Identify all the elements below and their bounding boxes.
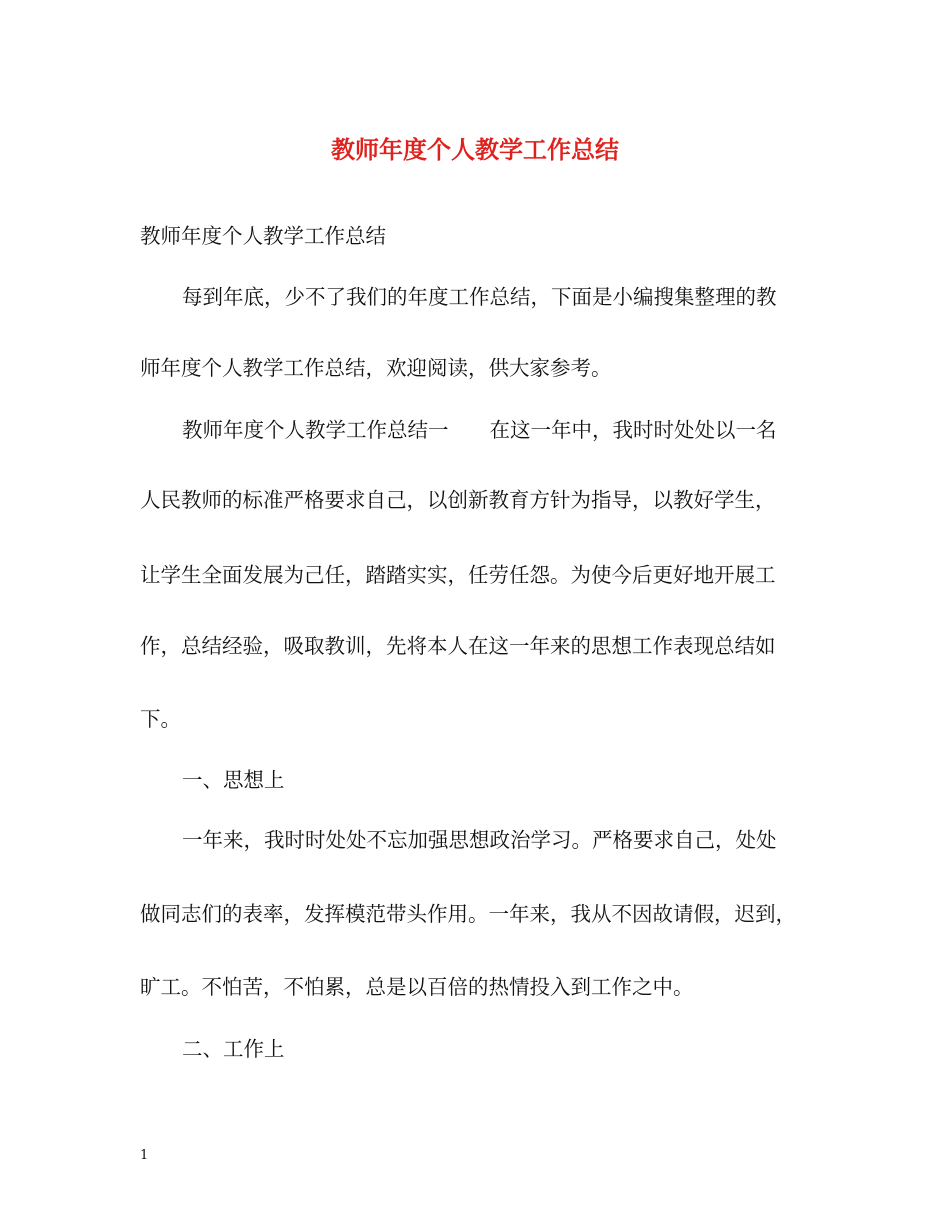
text-line: 旷工。不怕苦，不怕累，总是以百倍的热情投入到工作之中。: [140, 975, 694, 999]
section-heading: 一、思想上: [182, 768, 285, 792]
text-line: 一年来，我时时处处不忘加强思想政治学习。严格要求自己，处处: [182, 828, 777, 852]
text-line: 每到年底，少不了我们的年度工作总结，下面是小编搜集整理的教: [182, 285, 777, 309]
text-line: 人民教师的标准严格要求自己，以创新教育方针为指导，以教好学生，: [140, 488, 776, 512]
text-line: 作，总结经验，吸取教训，先将本人在这一年来的思想工作表现总结如: [140, 634, 776, 658]
document-title: 教师年度个人教学工作总结: [331, 135, 619, 164]
text-line: 教师年度个人教学工作总结: [140, 224, 386, 248]
text-line: 做同志们的表率，发挥模范带头作用。一年来，我从不因故请假，迟到，: [140, 902, 796, 926]
text-line: 下。: [140, 707, 181, 731]
text-line: 师年度个人教学工作总结，欢迎阅读，供大家参考。: [140, 356, 612, 380]
section-heading: 二、工作上: [182, 1037, 285, 1061]
text-line: 教师年度个人教学工作总结一 在这一年中，我时时处处以一名: [182, 418, 777, 442]
text-line: 让学生全面发展为己任，踏踏实实，任劳任怨。为使今后更好地开展工: [140, 563, 776, 587]
page-number: 1: [140, 1148, 149, 1163]
